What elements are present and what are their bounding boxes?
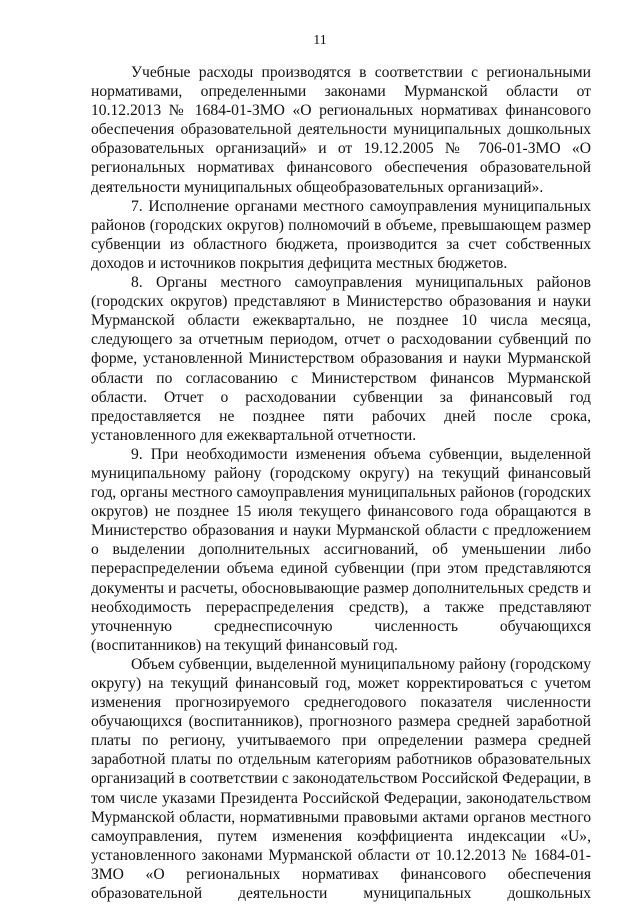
page-number: 11: [313, 33, 327, 48]
document-body: [91, 63, 591, 903]
paragraph-9: 9. При необходимости изменения объема субвенции, выделенной муниципальному району (городскому округу) на текущий финансовый год, органы местного самоуправления муниципальных районов (городских округов) не позднее 15 июля текущего финансового года обращаются в Министерство образования и науки Мурманской области с предложением о выделении дополнительных ассигнований, об уменьшении либо перераспределении объема единой субвенции (при этом представляются документы и расчеты, обосновывающие размер дополнительных средств и необходимость перераспределения средств), а также представляют уточненную среднесписочную численность обучающихся (воспитанников) на текущий финансовый год.: [91, 445, 591, 654]
paragraph-educational-expenses: Учебные расходы производятся в соответствии с региональными нормативами, определенными законами Мурманской области от 10.12.2013 № 1684-01-ЗМО «О региональных нормативах финансового обеспечения образовательной деятельности муниципальных дошкольных образовательных организаций» и от 19.12.2005 № 706-01-ЗМО «О региональных нормативах финансового обеспечения образовательной деятельности муниципальных общеобразовательных организаций».: [91, 64, 591, 196]
paragraph-8: 8. Органы местного самоуправления муниципальных районов (городских округов) представляют в Министерство образования и науки Мурманской области ежеквартально, не позднее 10 числа месяца, следующего за отчетным периодом, отчет о расходовании субвенций по форме, установленной Министерством образования и науки Мурманской области по согласованию с Министерством финансов Мурманской области. Отчет о расходовании субвенции за финансовый год предоставляется не позднее пяти рабочих дней после срока, установленного для ежеквартальной отчетности.: [91, 274, 591, 444]
paragraph-7: 7. Исполнение органами местного самоуправления муниципальных районов (городских округов) полномочий в объеме, превышающем размер субвенции из областного бюджета, производится за счет собственных доходов и источников покрытия дефицита местных бюджетов.: [91, 197, 591, 272]
paragraph-subvention-volume: Объем субвенции, выделенной муниципальному району (городскому округу) на текущий финансовый год, может корректироваться с учетом изменения прогнозируемого среднегодового показателя численности обучающихся (воспитанников), прогнозного размера средней заработной платы по региону, учитываемого при определении размера средней заработной платы по отдельным категориям работников образовательных организаций в соответствии с законодательством Российской Федерации, в том числе указами Президента Российской Федерации, законодательством Мурманской области, нормативными правовыми актами органов местного самоуправления, путем изменения коэффициента индексации «U», установленного законами Мурманской области от 10.12.2013 № 1684-01-ЗМО «О региональных нормативах финансового обеспечения образовательной деятельности муниципальных дошкольных: [91, 655, 591, 903]
